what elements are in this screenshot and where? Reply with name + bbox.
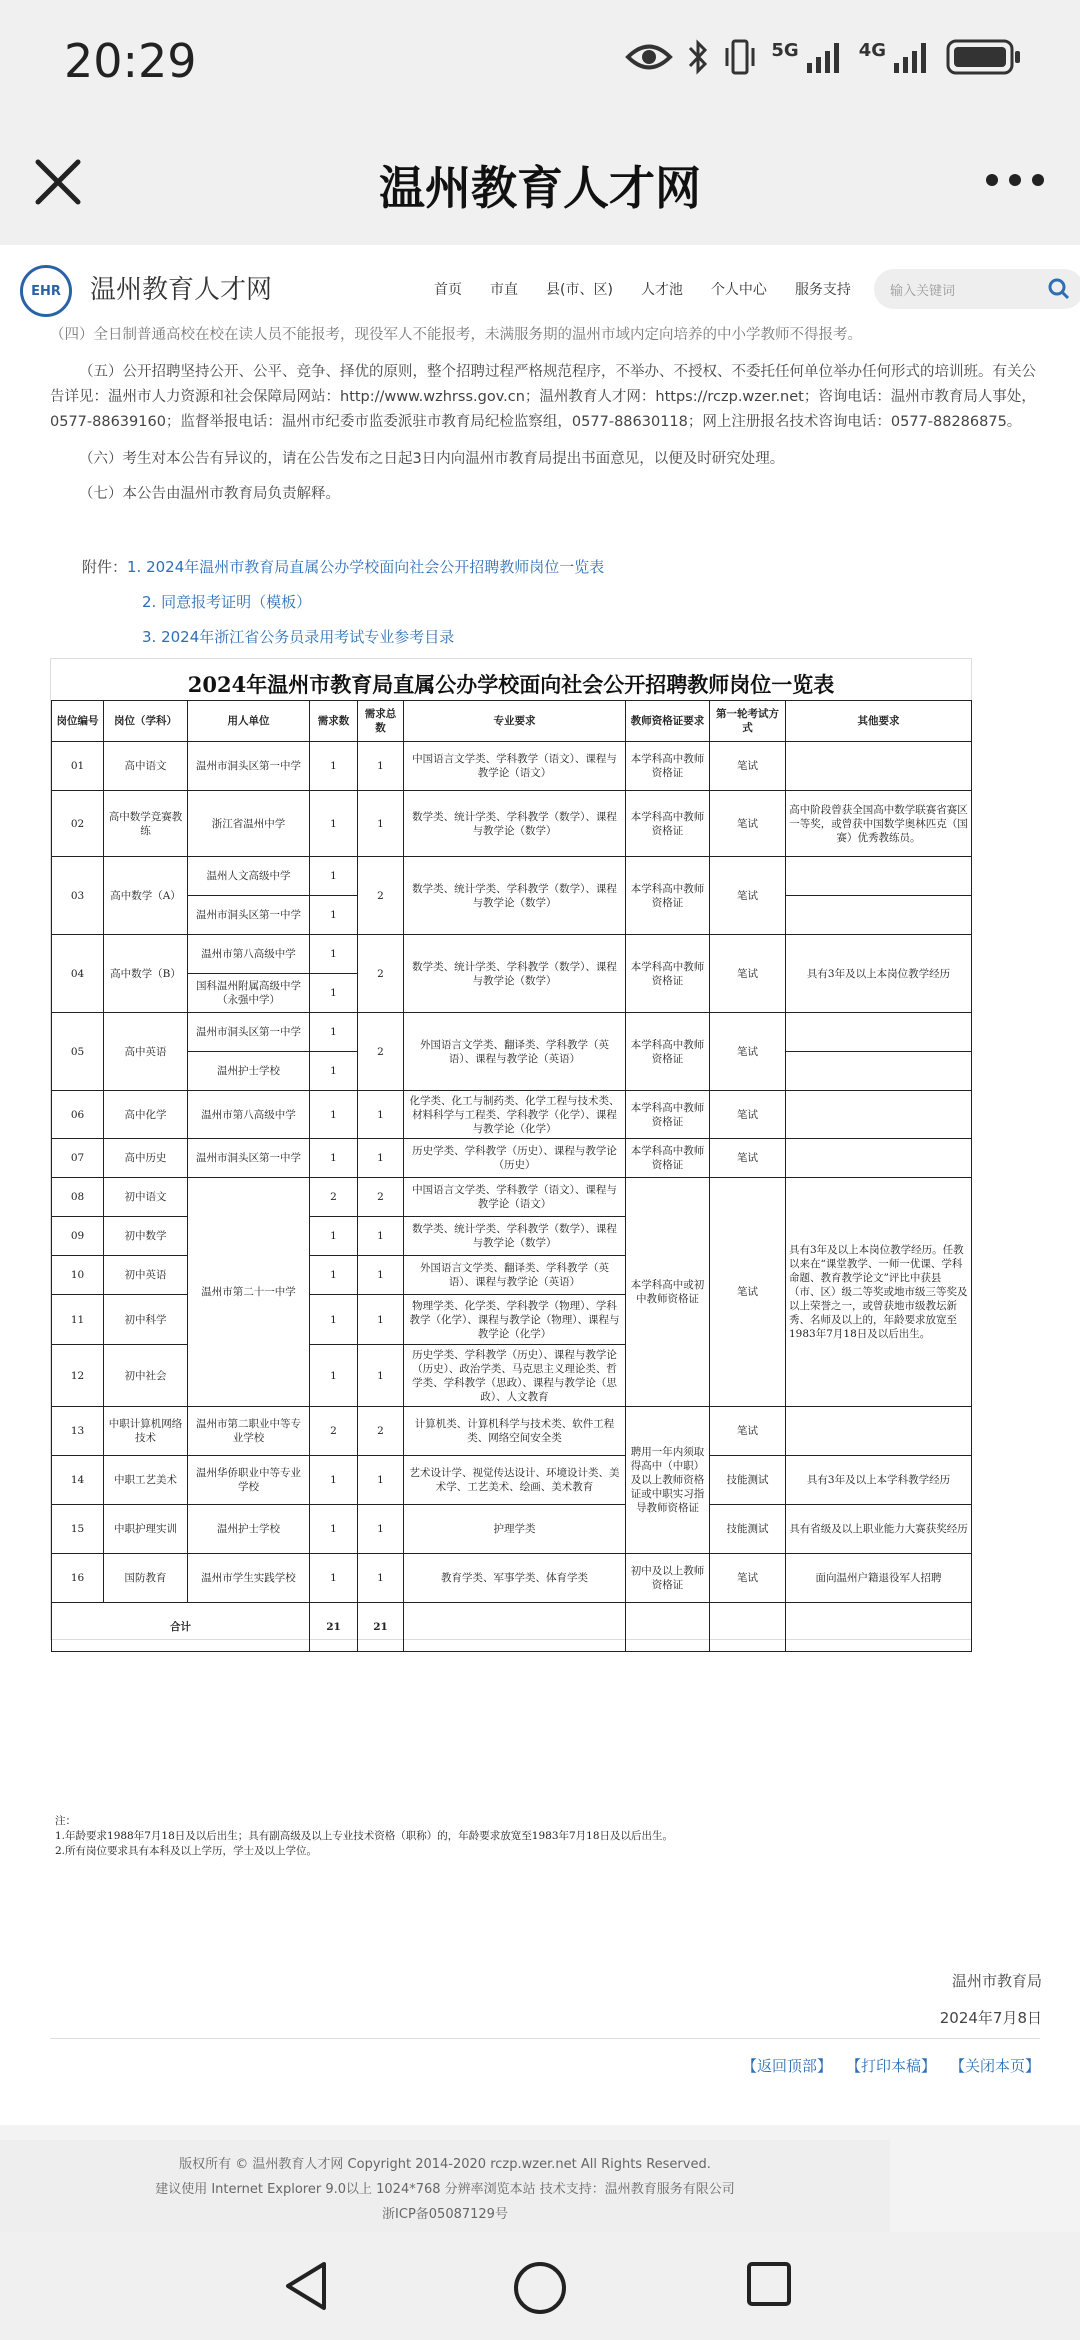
table-row <box>52 1091 972 1139</box>
cell-exam: 笔试 <box>710 857 786 935</box>
cell-cert-vocational: 聘用一年内须取得高中（中职）及以上教师资格证或中职实习指导教师资格证 <box>626 1407 710 1554</box>
cell-total: 1 <box>358 1554 404 1603</box>
print-link[interactable]: 【打印本稿】 <box>845 2057 936 2075</box>
status-bar <box>0 0 1080 120</box>
cell-other <box>786 1407 972 1456</box>
cell-total: 1 <box>358 1345 404 1407</box>
cell-total: 1 <box>358 1091 404 1139</box>
cell-other: 高中阶段曾获全国高中数学联赛省赛区一等奖，或曾获中国数学奥林匹克（国赛）优秀教练员。 <box>786 791 972 857</box>
cell-major: 化学类、化工与制药类、化学工程与技术类、材料科学与工程类、学科教学（化学）、课程与教学论（化学） <box>404 1091 626 1139</box>
cell-unit: 温州华侨职业中等专业学校 <box>188 1456 310 1505</box>
bluetooth-icon <box>687 38 709 76</box>
web-content[interactable] <box>0 245 1080 2125</box>
cell-post: 初中数学 <box>104 1217 188 1256</box>
table-row <box>52 1178 972 1217</box>
recruitment-table <box>51 700 972 1652</box>
cell-other: 具有3年及以上本岗位教学经历 <box>786 935 972 1013</box>
cell-post: 中职护理实训 <box>104 1505 188 1554</box>
cell-unit: 温州市第八高级中学 <box>188 935 310 974</box>
cell-empty <box>404 1603 626 1652</box>
table-total-row <box>52 1603 972 1652</box>
page-title: 温州教育人才网 <box>379 161 701 215</box>
cell-major: 历史学类、学科教学（历史）、课程与教学论（历史） <box>404 1139 626 1178</box>
site-name[interactable]: 温州教育人才网 <box>90 275 273 305</box>
cell-total: 1 <box>358 1256 404 1295</box>
cell-exam: 技能测试 <box>710 1505 786 1554</box>
cell-post: 中职工艺美术 <box>104 1456 188 1505</box>
paragraph-5: （五）公开招聘坚持公开、公平、竞争、择优的原则，整个招聘过程严格规范程序，不举办、不授权、不委托任何单位举办任何形式的培训班。有关公告详见：温州市人力资源和社会保障局网站：http://www.wzhrss.gov.cn；温州教育人才网：https://rczp.wzer.net；咨询电话：温州市教育局人事处，0577-88639160；监督举报电话：温州市纪委市监委派驻市教育局纪检监察组，0577-88630118；网上注册报名技术咨询电话：0577-88286875。 <box>50 364 1036 430</box>
cell-empty <box>626 1603 710 1652</box>
site-logo[interactable]: EHR <box>20 265 72 317</box>
attachment-link-3[interactable]: 3. 2024年浙江省公务员录用考试专业参考目录 <box>142 628 455 646</box>
cell-no: 06 <box>52 1091 104 1139</box>
cell-exam: 笔试 <box>710 1091 786 1139</box>
paragraph-6: （六）考生对本公告有异议的，请在公告发布之日起3日内向温州市教育局提出书面意见，以便及时研究处理。 <box>79 451 785 467</box>
search-input[interactable]: 输入关键词 <box>890 284 956 299</box>
header-post: 岗位（学科） <box>104 701 188 742</box>
cell-need: 1 <box>310 742 358 791</box>
cell-need: 1 <box>310 1052 358 1091</box>
signoff-date: 2024年7月8日 <box>939 2009 1042 2027</box>
cell-other <box>786 1139 972 1178</box>
cell-post: 国防教育 <box>104 1554 188 1603</box>
cell-total: 1 <box>358 1456 404 1505</box>
note-1: 1.年龄要求1988年7月18日及以后出生；具有副高级及以上专业技术资格（职称）的，年龄要求放宽至1983年7月18日及以后出生。 <box>55 1830 674 1842</box>
cell-total: 2 <box>358 1178 404 1217</box>
cell-major: 中国语言文学类、学科教学（语文）、课程与教学论（语文） <box>404 1178 626 1217</box>
cell-post: 中职计算机网络技术 <box>104 1407 188 1456</box>
cell-need: 1 <box>310 791 358 857</box>
cell-unit: 温州市第八高级中学 <box>188 1091 310 1139</box>
header-major: 专业要求 <box>404 701 626 742</box>
site-footer <box>0 2140 890 2232</box>
cell-cert: 初中及以上教师资格证 <box>626 1554 710 1603</box>
cell-total-label: 合计 <box>52 1603 310 1652</box>
cell-need: 1 <box>310 1554 358 1603</box>
cell-no: 08 <box>52 1178 104 1217</box>
attachment-1-row <box>82 556 604 577</box>
nav-personal-center[interactable]: 个人中心 <box>710 282 767 298</box>
cell-no: 12 <box>52 1345 104 1407</box>
cell-total: 1 <box>358 791 404 857</box>
eye-icon <box>625 40 673 74</box>
cell-no: 10 <box>52 1256 104 1295</box>
cell-need: 1 <box>310 1013 358 1052</box>
table-row <box>52 1456 972 1505</box>
signal-icon-2 <box>892 39 932 75</box>
cell-post: 高中数学（A） <box>104 857 188 935</box>
footer-icp: 浙ICP备05087129号 <box>382 2207 508 2220</box>
cell-exam-junior: 笔试 <box>710 1178 786 1407</box>
header-cert: 教师资格证要求 <box>626 701 710 742</box>
cell-exam: 笔试 <box>710 1407 786 1456</box>
cell-cert: 本学科高中教师资格证 <box>626 791 710 857</box>
search-icon[interactable] <box>1048 278 1070 300</box>
cell-other: 具有3年及以上本学科教学经历 <box>786 1456 972 1505</box>
cell-cert: 本学科高中教师资格证 <box>626 742 710 791</box>
cell-need: 1 <box>310 1139 358 1178</box>
search-box[interactable] <box>874 269 1080 309</box>
cell-major: 数学类、统计学类、学科教学（数学）、课程与教学论（数学） <box>404 935 626 1013</box>
cell-empty <box>710 1603 786 1652</box>
cell-total: 2 <box>358 935 404 1013</box>
attachment-link-1[interactable]: 1. 2024年温州市教育局直属公办学校面向社会公开招聘教师岗位一览表 <box>127 558 605 576</box>
network-5g: 5G <box>771 39 799 61</box>
table-row <box>52 791 972 857</box>
cell-total: 1 <box>358 742 404 791</box>
close-page-link[interactable]: 【关闭本页】 <box>949 2057 1040 2075</box>
cell-other <box>786 857 972 896</box>
back-icon[interactable] <box>282 2260 332 2312</box>
cell-major: 外国语言文学类、翻译类、学科教学（英语）、课程与教学论（英语） <box>404 1013 626 1091</box>
cell-major: 护理学类 <box>404 1505 626 1554</box>
cell-unit: 浙江省温州中学 <box>188 791 310 857</box>
cell-major: 中国语言文学类、学科教学（语文）、课程与教学论（语文） <box>404 742 626 791</box>
cell-major: 计算机类、计算机科学与技术类、软件工程类、网络空间安全类 <box>404 1407 626 1456</box>
recruitment-table-document <box>50 658 972 1857</box>
site-nav <box>434 279 879 299</box>
cell-post: 高中化学 <box>104 1091 188 1139</box>
cell-no: 01 <box>52 742 104 791</box>
cell-no: 11 <box>52 1295 104 1345</box>
cell-need: 1 <box>310 1345 358 1407</box>
cell-empty <box>786 1603 972 1652</box>
back-to-top-link[interactable]: 【返回顶部】 <box>741 2057 832 2075</box>
footer-browser-note: 建议使用 Internet Explorer 9.0以上 1024*768 分辨率浏览本站 技术支持：温州教育服务有限公司 <box>155 2182 735 2197</box>
cell-major: 艺术设计学、视觉传达设计、环境设计类、美术学、工艺美术、绘画、美术教育 <box>404 1456 626 1505</box>
cell-other: 面向温州户籍退役军人招聘 <box>786 1554 972 1603</box>
table-row <box>52 1139 972 1178</box>
header-need: 需求数 <box>310 701 358 742</box>
cell-need: 2 <box>310 1178 358 1217</box>
cell-unit: 温州市洞头区第一中学 <box>188 742 310 791</box>
cell-need: 1 <box>310 1505 358 1554</box>
cell-exam: 笔试 <box>710 1013 786 1091</box>
cell-unit: 温州护士学校 <box>188 1052 310 1091</box>
cell-post: 初中英语 <box>104 1256 188 1295</box>
table-row <box>52 1505 972 1554</box>
note-2: 2.所有岗位要求具有本科及以上学历，学士及以上学位。 <box>55 1845 318 1857</box>
cell-unit: 温州市洞头区第一中学 <box>188 1013 310 1052</box>
battery-icon <box>946 38 1022 76</box>
cell-post: 初中社会 <box>104 1345 188 1407</box>
divider <box>50 2038 1040 2039</box>
clock: 20:29 <box>64 34 197 88</box>
cell-post: 高中语文 <box>104 742 188 791</box>
cell-total: 1 <box>358 1217 404 1256</box>
header-no: 岗位编号 <box>52 701 104 742</box>
notes-label: 注： <box>55 1815 76 1827</box>
nav-home[interactable]: 首页 <box>434 282 462 298</box>
cell-major: 教育学类、军事学类、体育学类 <box>404 1554 626 1603</box>
cell-unit: 温州护士学校 <box>188 1505 310 1554</box>
signal-icon <box>805 39 845 75</box>
header-unit: 用人单位 <box>188 701 310 742</box>
paragraph-4: （四）全日制普通高校在校在读人员不能报考，现役军人不能报考，未满服务期的温州市域内定向培养的中小学教师不得报考。 <box>50 327 862 343</box>
cell-no: 09 <box>52 1217 104 1256</box>
cell-other: 具有省级及以上职业能力大赛获奖经历 <box>786 1505 972 1554</box>
cell-other <box>786 1052 972 1091</box>
cell-exam: 笔试 <box>710 1554 786 1603</box>
nav-service-support[interactable]: 服务支持 <box>794 282 851 298</box>
cell-need: 1 <box>310 1217 358 1256</box>
cell-exam: 笔试 <box>710 791 786 857</box>
page-links <box>742 2055 1040 2076</box>
attachment-2-row <box>142 591 311 612</box>
cell-exam: 笔试 <box>710 742 786 791</box>
cell-other <box>786 1091 972 1139</box>
header-other: 其他要求 <box>786 701 972 742</box>
cell-total-total: 21 <box>358 1603 404 1652</box>
cell-post: 初中科学 <box>104 1295 188 1345</box>
cell-major: 物理学类、化学类、学科教学（物理）、学科教学（化学）、课程与教学论（物理）、课程与教学论（化学） <box>404 1295 626 1345</box>
cell-need: 1 <box>310 1295 358 1345</box>
cell-need: 1 <box>310 1091 358 1139</box>
cell-post: 高中历史 <box>104 1139 188 1178</box>
cell-unit: 温州市洞头区第一中学 <box>188 896 310 935</box>
cell-no: 15 <box>52 1505 104 1554</box>
table-row <box>52 1407 972 1456</box>
table-notes <box>55 1814 673 1859</box>
cell-cert: 本学科高中教师资格证 <box>626 1013 710 1091</box>
table-title: 2024年温州市教育局直属公办学校面向社会公开招聘教师岗位一览表 <box>187 672 835 697</box>
network-4g: 4G <box>858 39 886 61</box>
paragraph-7: （七）本公告由温州市教育局负责解释。 <box>79 486 340 502</box>
cell-other-junior: 具有3年及以上本岗位教学经历。任教以来在“课堂教学、一师一优课、学科命题、教育教学论文”评比中获县（市、区）级二等奖或地市级三等奖及以上荣誉之一，或曾获地市级教坛新秀、名师及以上的，年龄要求放宽至1983年7月18日及以后出生。 <box>786 1178 972 1407</box>
cell-total: 1 <box>358 1505 404 1554</box>
cell-unit: 国科温州附属高级中学（永强中学） <box>188 974 310 1013</box>
cell-major: 数学类、统计学类、学科教学（数学）、课程与教学论（数学） <box>404 857 626 935</box>
cell-cert: 本学科高中教师资格证 <box>626 857 710 935</box>
signoff-org: 温州市教育局 <box>951 1972 1042 1990</box>
cell-need: 1 <box>310 1456 358 1505</box>
cell-major: 历史学类、学科教学（历史）、课程与教学论（历史）、政治学类、马克思主义理论类、哲学类、学科教学（思政）、课程与教学论（思政）、人文教育 <box>404 1345 626 1407</box>
cell-need: 1 <box>310 857 358 896</box>
cell-total: 2 <box>358 857 404 935</box>
cell-post: 高中数学（B） <box>104 935 188 1013</box>
home-icon[interactable] <box>512 2260 568 2316</box>
site-header <box>0 245 1080 335</box>
table-row <box>52 935 972 974</box>
cell-unit: 温州人文高级中学 <box>188 857 310 896</box>
cell-exam: 笔试 <box>710 1139 786 1178</box>
table-row <box>52 1554 972 1603</box>
footer-copyright: 版权所有 © 温州教育人才网 Copyright 2014-2020 rczp.wzer.net All Rights Reserved. <box>179 2157 711 2172</box>
nav-city[interactable]: 市直 <box>490 282 518 298</box>
system-nav-bar <box>0 2232 1080 2340</box>
cell-need: 1 <box>310 1256 358 1295</box>
attachment-label: 附件： <box>82 558 128 576</box>
cell-no: 04 <box>52 935 104 1013</box>
cell-unit: 温州市第二职业中等专业学校 <box>188 1407 310 1456</box>
table-row <box>52 742 972 791</box>
cell-need: 1 <box>310 974 358 1013</box>
nav-county[interactable]: 县(市、区) <box>546 282 613 298</box>
cell-no: 05 <box>52 1013 104 1091</box>
cell-total: 1 <box>358 1295 404 1345</box>
cell-cert: 本学科高中教师资格证 <box>626 935 710 1013</box>
cell-need: 1 <box>310 896 358 935</box>
cell-unit-junior: 温州市第二十一中学 <box>188 1178 310 1407</box>
table-row <box>52 857 972 896</box>
cell-other <box>786 896 972 935</box>
cell-no: 13 <box>52 1407 104 1456</box>
cell-total-need: 21 <box>310 1603 358 1652</box>
cell-no: 07 <box>52 1139 104 1178</box>
cell-cert-junior: 本学科高中或初中教师资格证 <box>626 1178 710 1407</box>
cell-total: 2 <box>358 1013 404 1091</box>
header-exam: 第一轮考试方式 <box>710 701 786 742</box>
cell-total: 2 <box>358 1407 404 1456</box>
status-icons <box>625 38 1022 76</box>
cell-exam: 笔试 <box>710 935 786 1013</box>
cell-need: 1 <box>310 935 358 974</box>
header-total: 需求总数 <box>358 701 404 742</box>
cell-post: 高中数学竞赛教练 <box>104 791 188 857</box>
cell-post: 高中英语 <box>104 1013 188 1091</box>
title-bar <box>0 120 1080 245</box>
recents-icon[interactable] <box>745 2260 793 2308</box>
more-options-icon[interactable] <box>980 150 1050 210</box>
cell-no: 02 <box>52 791 104 857</box>
nav-talent-pool[interactable]: 人才池 <box>640 282 683 298</box>
cell-total: 1 <box>358 1139 404 1178</box>
cell-cert: 本学科高中教师资格证 <box>626 1139 710 1178</box>
cell-no: 16 <box>52 1554 104 1603</box>
cell-post: 初中语文 <box>104 1178 188 1217</box>
cell-other <box>786 742 972 791</box>
cell-unit: 温州市洞头区第一中学 <box>188 1139 310 1178</box>
cell-no: 14 <box>52 1456 104 1505</box>
table-row <box>52 1013 972 1052</box>
cell-major: 外国语言文学类、翻译类、学科教学（英语）、课程与教学论（英语） <box>404 1256 626 1295</box>
cell-major: 数学类、统计学类、学科教学（数学）、课程与教学论（数学） <box>404 791 626 857</box>
cell-other <box>786 1013 972 1052</box>
cell-exam: 技能测试 <box>710 1456 786 1505</box>
cell-major: 数学类、统计学类、学科教学（数学）、课程与教学论（数学） <box>404 1217 626 1256</box>
cell-unit: 温州市学生实践学校 <box>188 1554 310 1603</box>
cell-cert: 本学科高中教师资格证 <box>626 1091 710 1139</box>
table-header-row <box>52 701 972 742</box>
attachment-link-2[interactable]: 2. 同意报考证明（模板） <box>142 593 312 611</box>
attachment-3-row <box>142 626 454 647</box>
vibrate-icon <box>723 38 757 76</box>
cell-no: 03 <box>52 857 104 935</box>
cell-need: 2 <box>310 1407 358 1456</box>
